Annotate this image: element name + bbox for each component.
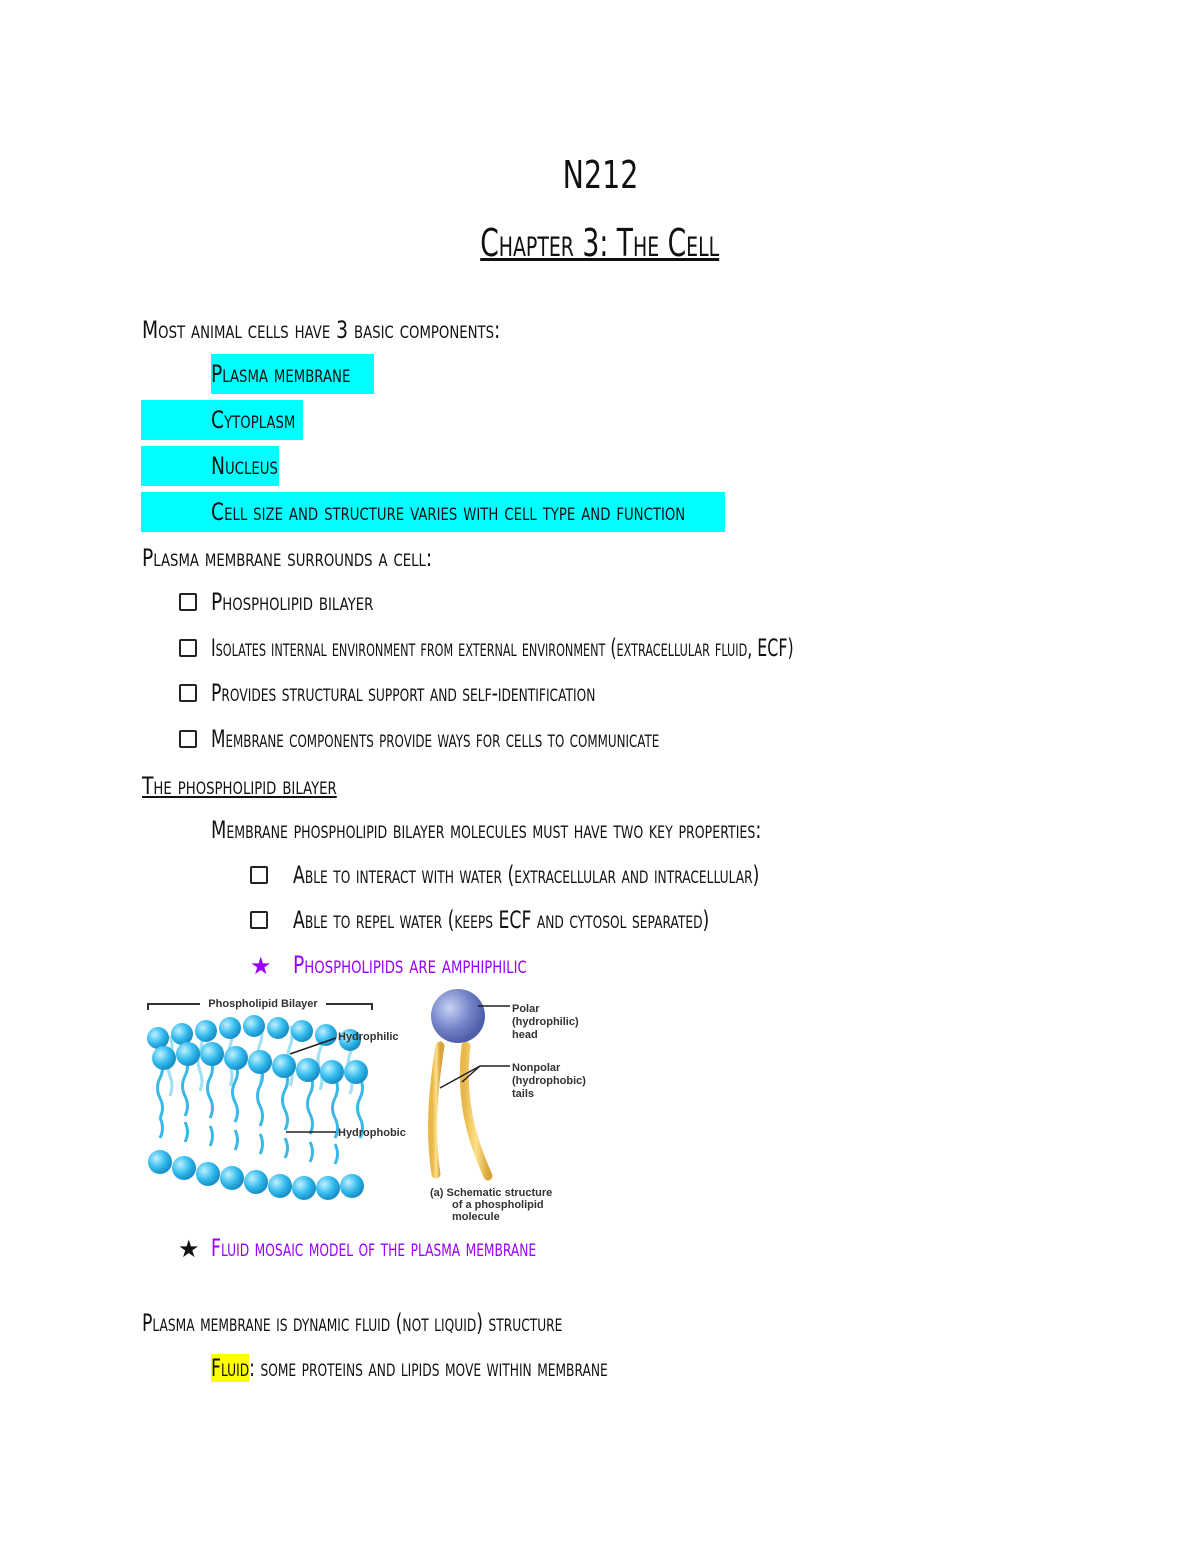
star-icon: ★: [178, 1235, 200, 1263]
checkbox-icon: [250, 866, 268, 884]
membrane-item: Isolates internal environment from external environment (extracellular fluid, ECF): [211, 634, 794, 662]
dynamic-heading: Plasma membrane is dynamic fluid (not liquid) structure: [142, 1309, 563, 1337]
hydrophobic-label: Hydrophobic: [338, 1127, 406, 1139]
bilayer-heading: The phospholipid bilayer: [142, 772, 337, 800]
component-item: Nucleus: [211, 452, 278, 480]
star-icon: ★: [250, 952, 272, 980]
checkbox-icon: [179, 593, 197, 611]
membrane-item: Membrane components provide ways for cells to communicate: [211, 725, 660, 753]
nonpolar-label: (hydrophobic): [512, 1075, 586, 1087]
polar-label: head: [512, 1029, 538, 1041]
figure-caption: molecule: [452, 1211, 500, 1223]
component-item: Plasma membrane: [211, 360, 351, 388]
bilayer-label: Phospholipid Bilayer: [208, 998, 318, 1010]
checkbox-icon: [179, 684, 197, 702]
checkbox-icon: [179, 639, 197, 657]
amphiphilic-note: Phospholipids are amphiphilic: [293, 951, 527, 979]
polar-label: (hydrophilic): [512, 1016, 579, 1028]
component-item: Cell size and structure varies with cell type and function: [211, 498, 686, 526]
checkbox-icon: [250, 911, 268, 929]
nonpolar-label: tails: [512, 1088, 535, 1100]
polar-label: Polar: [512, 1003, 540, 1015]
checkbox-icon: [179, 730, 197, 748]
course-code: N212: [562, 153, 638, 197]
bilayer-diagram: [147, 1015, 368, 1200]
nonpolar-label: Nonpolar: [512, 1062, 561, 1074]
membrane-item: Phospholipid bilayer: [211, 588, 374, 616]
fluid-definition-line: [211, 1350, 762, 1386]
chapter-title: Chapter 3: The Cell: [480, 221, 720, 265]
fluid-mosaic-note: Fluid mosaic model of the plasma membrane: [211, 1234, 537, 1262]
component-item: Cytoplasm: [211, 406, 296, 434]
membrane-item: Provides structural support and self-identification: [211, 679, 596, 707]
bilayer-subheading: Membrane phospholipid bilayer molecules must have two key properties:: [211, 816, 762, 844]
fluid-definition: : some proteins and lipids move within membrane: [249, 1354, 608, 1382]
property-item: Able to repel water (keeps ECF and cytosol separated): [293, 906, 710, 934]
components-heading: Most animal cells have 3 basic components:: [142, 316, 501, 344]
phospholipid-figure: [140, 986, 600, 1226]
figure-caption: of a phospholipid: [452, 1199, 544, 1211]
fluid-term: Fluid: [211, 1354, 250, 1382]
property-item: Able to interact with water (extracellular and intracellular): [293, 861, 760, 889]
plasma-membrane-heading: Plasma membrane surrounds a cell:: [142, 544, 433, 572]
phospholipid-molecule: [431, 989, 488, 1176]
figure-caption: (a) Schematic structure: [430, 1187, 553, 1199]
hydrophilic-label: Hydrophilic: [338, 1031, 399, 1043]
